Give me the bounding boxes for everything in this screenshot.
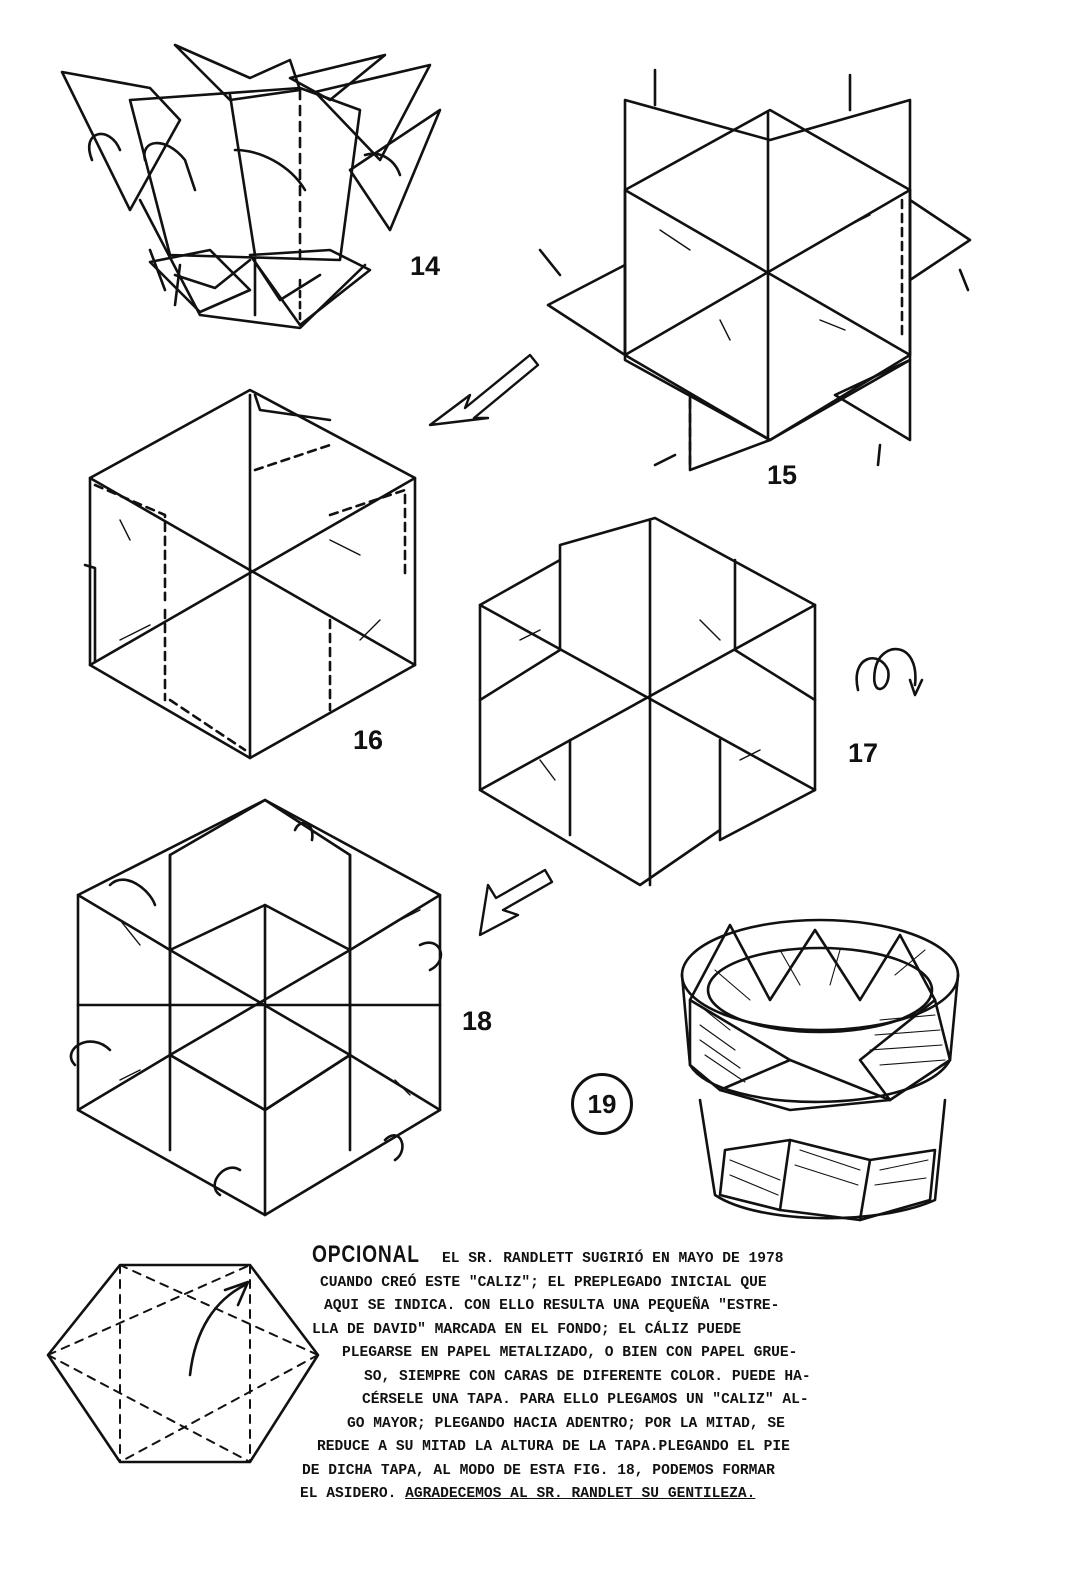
step-14-label: 14: [410, 251, 441, 281]
step-19-figure: [682, 920, 958, 1220]
note-line-10: DE DICHA TAPA, AL MODO DE ESTA FIG. 18, PODEMOS FORMAR: [302, 1462, 775, 1479]
note-line-11b: AGRADECEMOS AL SR. RANDLET SU GENTILEZA.: [405, 1486, 756, 1502]
optional-note: [292, 1243, 992, 1507]
arrow-15-to-16: [430, 355, 538, 425]
note-line-5: PLEGARSE EN PAPEL METALIZADO, O BIEN CON PAPEL GRUE-: [342, 1345, 798, 1361]
note-line-1: EL SR. RANDLETT SUGIRIÓ EN MAYO DE 1978: [442, 1251, 784, 1267]
step-17-figure: [480, 518, 922, 885]
note-line-6: SO, SIEMPRE CON CARAS DE DIFERENTE COLOR. PUEDE HA-: [364, 1368, 811, 1385]
step-15-figure: [540, 70, 970, 470]
step-15-label: 15: [767, 460, 798, 490]
note-line-9: REDUCE A SU MITAD LA ALTURA DE LA TAPA.PLEGANDO EL PIE: [317, 1439, 790, 1455]
note-line-3: AQUI SE INDICA. CON ELLO RESULTA UNA PEQUEÑA "ESTRE-: [324, 1298, 780, 1314]
step-18-label: 18: [462, 1006, 493, 1036]
note-line-7: CÉRSELE UNA TAPA. PARA ELLO PLEGAMOS UN "CALIZ" AL-: [362, 1392, 809, 1408]
step-16-label: 16: [353, 725, 384, 755]
step-17-label: 17: [848, 738, 879, 768]
note-heading: OPCIONAL: [312, 1241, 420, 1268]
step-18-figure: [71, 800, 441, 1215]
note-line-2: CUANDO CREÓ ESTE "CALIZ"; EL PREPLEGADO INICIAL QUE: [320, 1274, 767, 1291]
step-19-label: 19: [571, 1073, 633, 1135]
step-14-figure: [62, 45, 440, 328]
note-line-4: LLA DE DAVID" MARCADA EN EL FONDO; EL CÁLIZ PUEDE: [312, 1321, 742, 1338]
note-line-8: GO MAYOR; PLEGANDO HACIA ADENTRO; POR LA MITAD, SE: [347, 1415, 785, 1432]
arrow-17-to-18: [480, 870, 552, 935]
optional-crease-pattern: [48, 1265, 318, 1462]
step-16-figure: [85, 390, 415, 758]
note-line-11a: EL ASIDERO.: [300, 1486, 406, 1502]
